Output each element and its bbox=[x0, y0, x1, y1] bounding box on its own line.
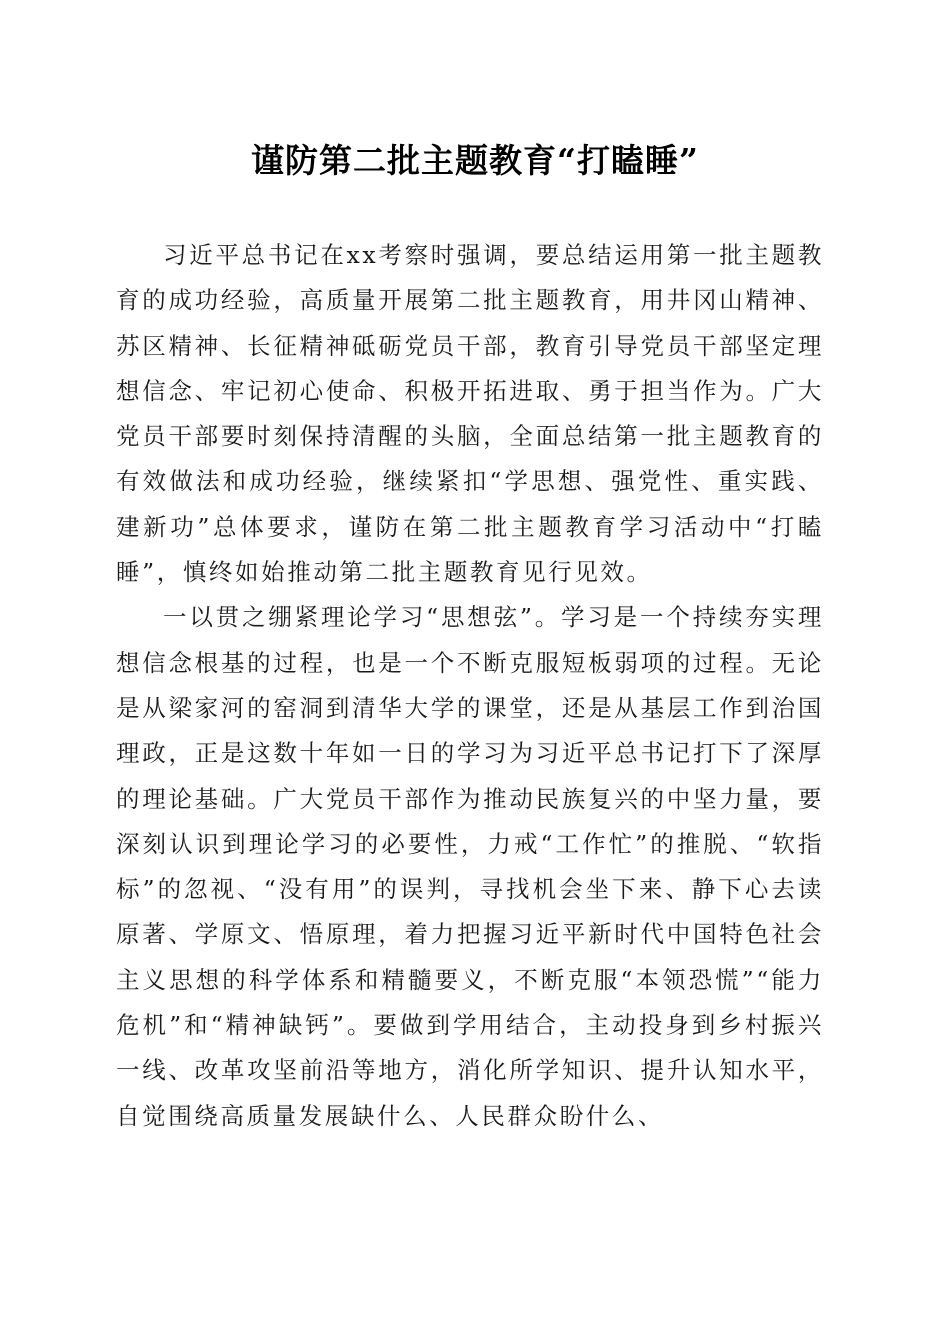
paragraph-2: 一以贯之绷紧理论学习“思想弦”。学习是一个持续夯实理想信念根基的过程，也是一个不断克服短板弱项的过程。无论是从梁家河的窑洞到清华大学的课堂，还是从基层工作到治国理政，正是这数十年如一日的学习为习近平总书记打下了深厚的理论基础。广大党员干部作为推动民族复兴的中坚力量，要深刻认识到理论学习的必要性，力戒“工作忙”的推脱、“软指标”的忽视、“没有用”的误判，寻找机会坐下来、静下心去读原著、学原文、悟原理，着力把握习近平新时代中国特色社会主义思想的科学体系和精髓要义，不断克服“本领恐慌”“能力危机”和“精神缺钙”。要做到学用结合，主动投身到乡村振兴一线、改革攻坚前沿等地方，消化所学知识、提升认知水平，自觉围绕高质量发展缺什么、人民群众盼什么、 bbox=[116, 603, 824, 1130]
document-body bbox=[116, 233, 824, 1139]
document-title: 谨防第二批主题教育“打瞌睡” bbox=[251, 141, 699, 180]
paragraph-1: 习近平总书记在xx考察时强调，要总结运用第一批主题教育的成功经验，高质量开展第二批主题教育，用井冈山精神、苏区精神、长征精神砥砺党员干部，教育引导党员干部坚定理想信念、牢记初心使命、积极开拓进取、勇于担当作为。广大党员干部要时刻保持清醒的头脑，全面总结第一批主题教育的有效做法和成功经验，继续紧扣“学思想、强党性、重实践、建新功”总体要求，谨防在第二批主题教育学习活动中“打瞌睡”，慎终如始推动第二批主题教育见行见效。 bbox=[116, 241, 824, 587]
